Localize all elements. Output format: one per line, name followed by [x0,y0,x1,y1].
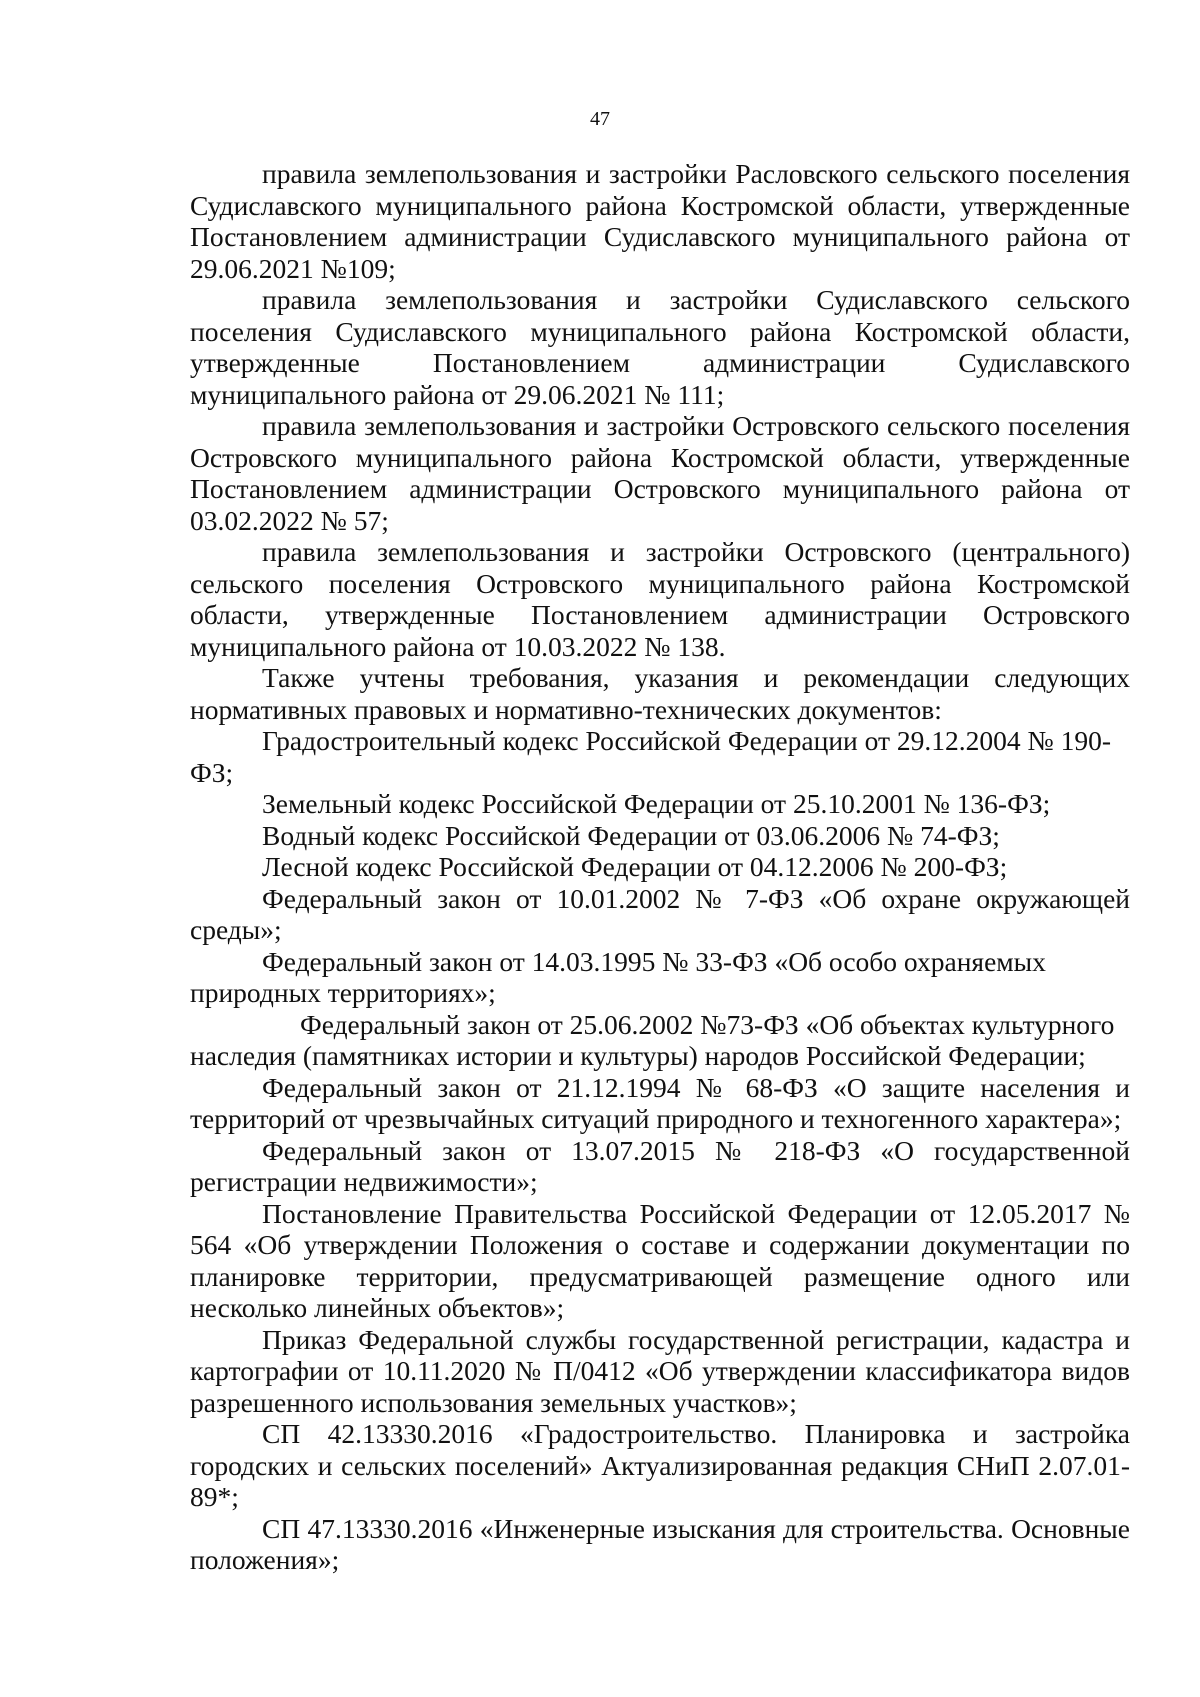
paragraph: СП 47.13330.2016 «Инженерные изыскания для строительства. Основные положения»; [190,1512,1130,1575]
paragraph: Постановление Правительства Российской Федерации от 12.05.2017 № 564 «Об утверждении Положения о составе и содержании документации по планировке территории, предусматривающей размещение одного или несколько линейных объектов»; [190,1197,1130,1323]
paragraph: правила землепользования и застройки Островского сельского поселения Островского муниципального района Костромской области, утвержденные Постановлением администрации Островского муниципального района от 03.02.2022 № 57; [190,410,1130,536]
paragraph: Лесной кодекс Российской Федерации от 04.12.2006 № 200-ФЗ; [262,851,1008,882]
paragraph: Федеральный закон от 13.07.2015 № 218-ФЗ «О государственной регистрации недвижимости»; [190,1134,1130,1197]
paragraph: Также учтены требования, указания и рекомендации следующих нормативных правовых и нормативно-технических документов: [190,662,1130,725]
page-number: 47 [590,108,610,130]
paragraph: Федеральный закон от 10.01.2002 № 7-ФЗ «Об охране окружающей среды»; [190,882,1130,945]
paragraph: Земельный кодекс Российской Федерации от 25.10.2001 № 136-ФЗ; [262,788,1051,819]
paragraph: Водный кодекс Российской Федерации от 03.06.2006 № 74-ФЗ; [262,819,1000,851]
paragraph: Приказ Федеральной службы государственной регистрации, кадастра и картографии от 10.11.2020 № П/0412 «Об утверждении классификатора видов разрешенного использования земельных участков»; [190,1323,1130,1418]
paragraph: СП 42.13330.2016 «Градостроительство. Планировка и застройка городских и сельских поселений» Актуализированная редакция СНиП 2.07.01-89*; [190,1418,1130,1512]
paragraph: правила землепользования и застройки Судиславского сельского поселения Судиславского муниципального района Костромской области, утвержденные Постановлением администрации Судиславского муниципального района от 29.06.2021 № 111; [190,284,1130,410]
paragraph: Федеральный закон от 14.03.1995 № 33-ФЗ «Об особо охраняемых природных территориях»; [190,945,1046,1008]
paragraph: Федеральный закон от 25.06.2002 №73-ФЗ «Об объектах культурного наследия (памятниках истории и культуры) народов Российской Федерации; [190,1008,1115,1071]
paragraph: Федеральный закон от 21.12.1994 № 68-ФЗ «О защите населения и территорий от чрезвычайных ситуаций природного и техногенного характера»; [190,1071,1130,1134]
paragraph: правила землепользования и застройки Островского (центрального) сельского поселения Островского муниципального района Костромской области, утвержденные Постановлением администрации Островского муниципального района от 10.03.2022 № 138. [190,536,1130,662]
paragraph: правила землепользования и застройки Расловского сельского поселения Судиславского муниципального района Костромской области, утвержденные Постановлением администрации Судиславского муниципального района от 29.06.2021 №109; [190,158,1130,284]
paragraph: Градостроительный кодекс Российской Федерации от 29.12.2004 № 190-ФЗ; [190,725,1112,788]
document-body [190,158,1130,1576]
